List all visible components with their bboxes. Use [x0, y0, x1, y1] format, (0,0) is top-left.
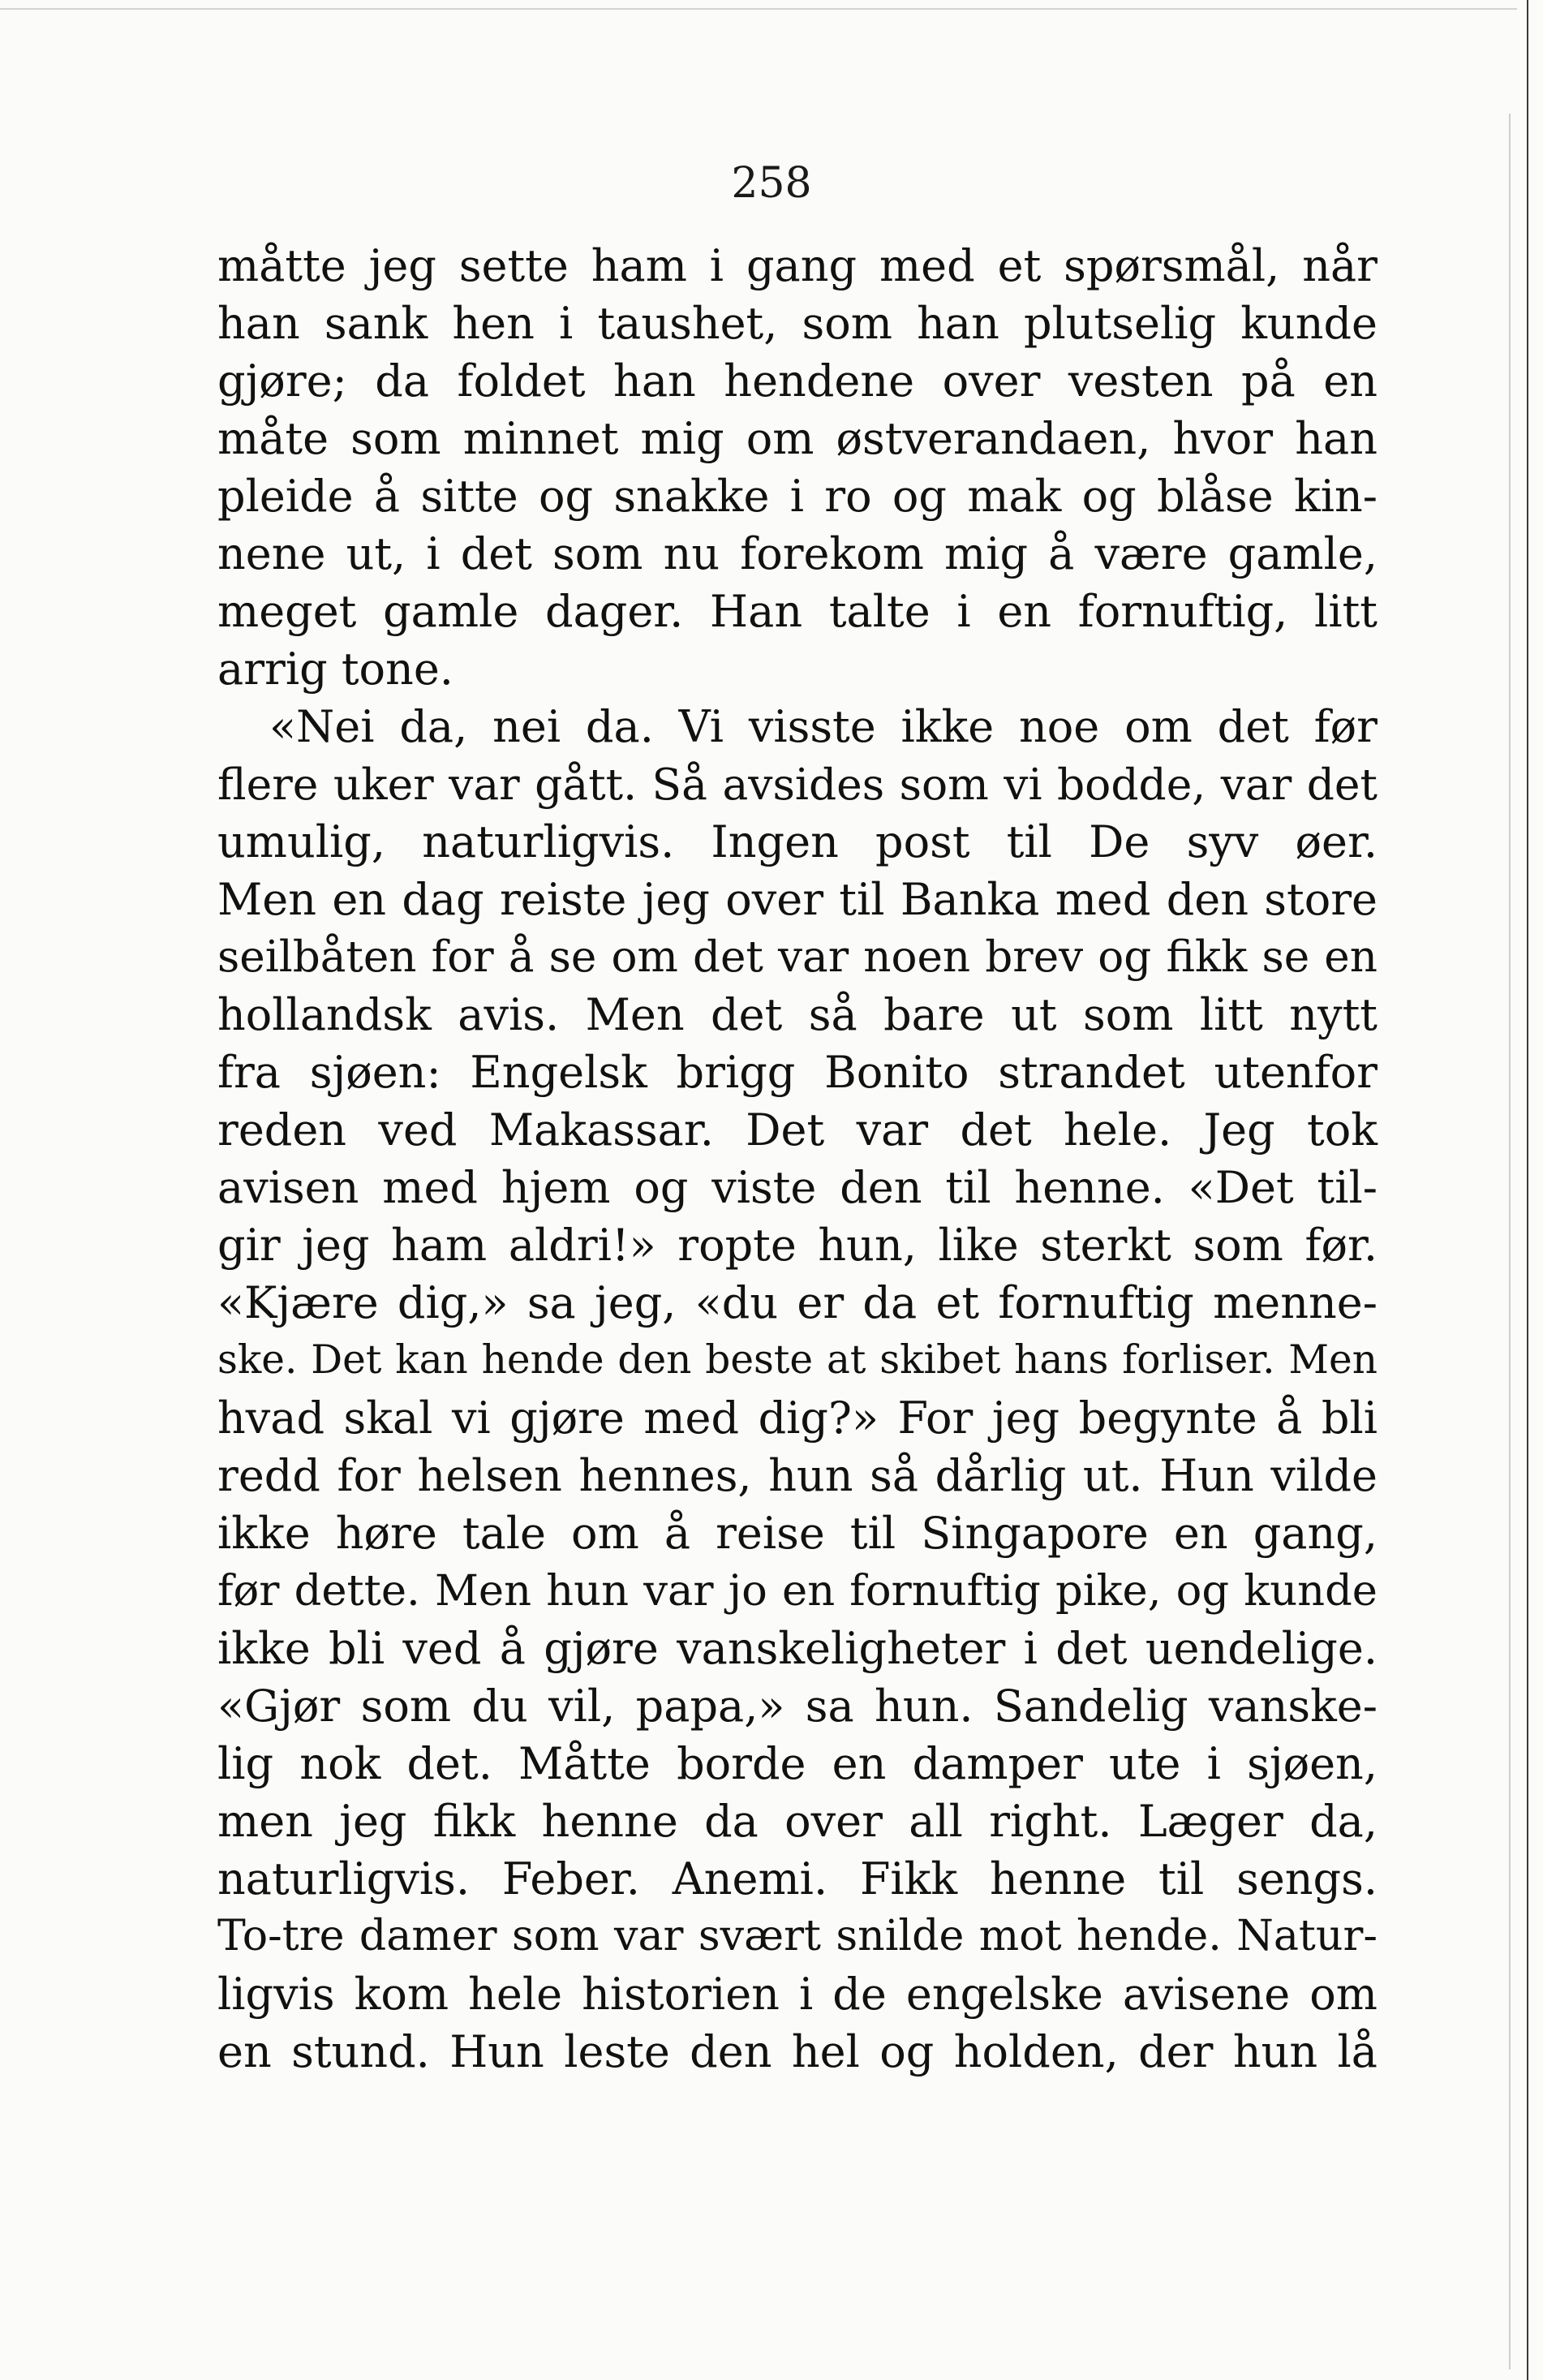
text-line: nene ut, i det som nu forekom mig å være gamle, [217, 528, 1378, 579]
text-line: fra sjøen: Engelsk brigg Bonito strandet utenfor [217, 1047, 1378, 1098]
text-line: gir jeg ham aldri!» ropte hun, like sterkt som før. [217, 1220, 1378, 1271]
text-line: redd for helsen hennes, hun så dårlig ut. Hun vilde [217, 1450, 1378, 1501]
text-line: en stund. Hun leste den hel og holden, der hun lå [217, 2026, 1378, 2077]
text-line: Men en dag reiste jeg over til Banka med den store [217, 874, 1378, 925]
page-edge-right [1527, 0, 1528, 2380]
text-line: arrig tone. [217, 643, 453, 695]
text-line: måte som minnet mig om østverandaen, hvor han [217, 413, 1378, 464]
text-line: meget gamle dager. Han talte i en fornuftig, litt [217, 586, 1378, 637]
text-line: hvad skal vi gjøre med dig?» For jeg begynte å bli [217, 1392, 1378, 1444]
text-line: «Gjør som du vil, papa,» sa hun. Sandelig vanske- [217, 1681, 1378, 1732]
page-edge-top [0, 0, 1517, 10]
text-line: lig nok det. Måtte borde en damper ute i sjøen, [217, 1738, 1378, 1789]
text-line: hollandsk avis. Men det så bare ut som litt nytt [217, 989, 1378, 1040]
text-line: ske. Det kan hende den beste at skibet hans forliser. Men [217, 1337, 1378, 1383]
text-line: men jeg fikk henne da over all right. Læger da, [217, 1796, 1378, 1847]
text-line: avisen med hjem og viste den til henne. «Det til- [217, 1162, 1378, 1213]
text-line: flere uker var gått. Så avsides som vi bodde, var det [217, 759, 1378, 810]
text-line: før dette. Men hun var jo en fornuftig pike, og kunde [217, 1566, 1378, 1616]
page-number: 258 [731, 159, 812, 208]
body-text [217, 237, 1378, 2081]
text-line: ikke bli ved å gjøre vanskeligheter i det uendelige. [217, 1623, 1378, 1674]
page-edge-shadow [1509, 114, 1511, 2369]
text-line: ikke høre tale om å reise til Singapore en gang, [217, 1508, 1378, 1559]
text-line: han sank hen i taushet, som han plutselig kunde [217, 298, 1378, 349]
text-line: ligvis kom hele historien i de engelske avisene om [217, 1969, 1378, 2020]
text-line: seilbåten for å se om det var noen brev og fikk se en [217, 932, 1378, 982]
text-line: «Nei da, nei da. Vi visste ikke noe om det før [269, 701, 1378, 752]
text-line: gjøre; da foldet han hendene over vesten på en [217, 355, 1378, 407]
text-line: To-tre damer som var svært snilde mot hende. Natur- [217, 1912, 1378, 1960]
text-line: umulig, naturligvis. Ingen post til De syv øer. [217, 816, 1378, 867]
text-line: pleide å sitte og snakke i ro og mak og blåse kin- [217, 471, 1378, 522]
text-line: naturligvis. Feber. Anemi. Fikk henne til sengs. [217, 1853, 1378, 1904]
text-line: reden ved Makassar. Det var det hele. Jeg tok [217, 1104, 1378, 1156]
text-line: måtte jeg sette ham i gang med et spørsmål, når [217, 240, 1378, 291]
text-line: «Kjære dig,» sa jeg, «du er da et fornuftig menne- [217, 1277, 1378, 1328]
